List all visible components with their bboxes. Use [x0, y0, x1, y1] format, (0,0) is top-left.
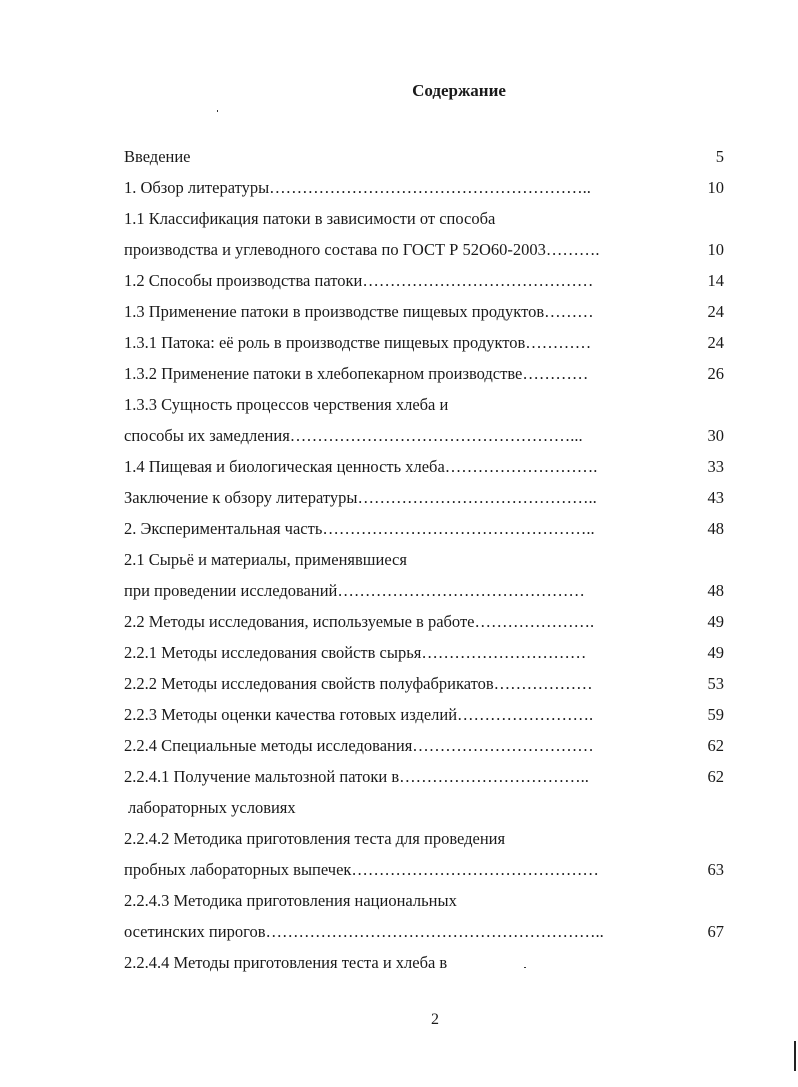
toc-entry-text: осетинских пирогов…………………………………………………….. — [124, 922, 604, 941]
toc-entry-page: 30 — [707, 426, 724, 445]
toc-entry — [124, 482, 724, 513]
toc-entry — [124, 637, 724, 668]
table-of-contents — [124, 141, 724, 978]
toc-entry — [124, 916, 724, 947]
toc-entry — [124, 699, 724, 730]
toc-entry-text: 2.2.3 Методы оценки качества готовых изделий……………………. — [124, 705, 594, 724]
toc-entry-text: 2.2.4.3 Методика приготовления национальных — [124, 891, 457, 910]
toc-entry — [124, 358, 724, 389]
toc-entry-page: 26 — [707, 364, 724, 383]
toc-entry-text: 2.2 Методы исследования, используемые в работе…………………. — [124, 612, 595, 631]
toc-entry — [124, 606, 724, 637]
toc-entry-text: 2.2.4 Специальные методы исследования…………………………… — [124, 736, 594, 755]
toc-entry — [124, 854, 724, 885]
toc-entry-text: 1.2 Способы производства патоки…………………………………… — [124, 271, 594, 290]
toc-entry-text: способы их замедления……………………………………………... — [124, 426, 583, 445]
toc-entry-text: 2.2.4.1 Получение мальтозной патоки в…………………………….. — [124, 767, 589, 786]
toc-entry-page: 67 — [707, 922, 724, 941]
toc-entry-text: Заключение к обзору литературы…………………………………….. — [124, 488, 597, 507]
toc-entry-page: 10 — [707, 240, 724, 259]
toc-entry-page: 43 — [707, 488, 724, 507]
toc-entry — [124, 885, 724, 916]
toc-entry-text: 2.1 Сырьё и материалы, применявшиеся — [124, 550, 407, 569]
toc-entry-page: 10 — [707, 178, 724, 197]
toc-entry-text: при проведении исследований……………………………………… — [124, 581, 585, 600]
toc-entry — [124, 792, 724, 823]
toc-entry-text: 2.2.1 Методы исследования свойств сырья………………………… — [124, 643, 587, 662]
toc-entry-text: производства и углеводного состава по ГОСТ Р 52О60-2003………. — [124, 240, 600, 259]
toc-entry — [124, 575, 724, 606]
toc-entry — [124, 172, 724, 203]
toc-entry — [124, 947, 724, 978]
page-number: 2 — [431, 1011, 439, 1028]
toc-entry — [124, 823, 724, 854]
toc-entry — [124, 420, 724, 451]
scan-speck — [524, 967, 526, 968]
scan-speck — [217, 110, 218, 112]
toc-entry-page: 48 — [707, 519, 724, 538]
toc-entry — [124, 451, 724, 482]
toc-entry-text: 1.3 Применение патоки в производстве пищевых продуктов……… — [124, 302, 594, 321]
toc-entry-page: 59 — [707, 705, 724, 724]
toc-entry-text: 1.3.1 Патока: её роль в производстве пищевых продуктов………… — [124, 333, 592, 352]
toc-entry-page: 49 — [707, 612, 724, 631]
toc-entry-text: 2.2.2 Методы исследования свойств полуфабрикатов……………… — [124, 674, 593, 693]
toc-entry-text: пробных лабораторных выпечек……………………………………… — [124, 860, 599, 879]
toc-entry-page: 24 — [707, 333, 724, 352]
toc-entry-page: 63 — [707, 860, 724, 879]
page-title: Содержание — [412, 81, 506, 100]
toc-entry-text: 2.2.4.4 Методы приготовления теста и хлеба в — [124, 953, 448, 972]
toc-entry-text: 1.3.2 Применение патоки в хлебопекарном производстве………… — [124, 364, 589, 383]
toc-entry-page: 62 — [707, 736, 724, 755]
toc-entry-text: 1.4 Пищевая и биологическая ценность хлеба………………………. — [124, 457, 598, 476]
toc-entry — [124, 513, 724, 544]
scan-edge-mark — [794, 1041, 796, 1071]
toc-entry — [124, 234, 724, 265]
toc-entry-page: 62 — [707, 767, 724, 786]
toc-entry-text: 2.2.4.2 Методика приготовления теста для проведения — [124, 829, 506, 848]
toc-entry — [124, 327, 724, 358]
toc-entry-page: 49 — [707, 643, 724, 662]
toc-entry-text: 1.1 Классификация патоки в зависимости от способа — [124, 209, 496, 228]
toc-entry-text: Введение — [124, 147, 191, 166]
toc-entry-page: 14 — [707, 271, 724, 290]
toc-entry-page: 33 — [707, 457, 724, 476]
toc-entry — [124, 544, 724, 575]
toc-entry — [124, 389, 724, 420]
toc-entry-page: 5 — [715, 147, 724, 166]
toc-entry-text: 1. Обзор литературы………………………………………………….. — [124, 178, 591, 197]
toc-entry — [124, 668, 724, 699]
toc-entry — [124, 203, 724, 234]
toc-entry — [124, 730, 724, 761]
toc-entry-page: 53 — [707, 674, 724, 693]
toc-entry-page: 48 — [707, 581, 724, 600]
toc-entry — [124, 141, 724, 172]
toc-entry-text: 2. Экспериментальная часть………………………………………….. — [124, 519, 595, 538]
toc-entry-text: 1.3.3 Сущность процессов черствения хлеба и — [124, 395, 449, 414]
toc-entry-page: 24 — [707, 302, 724, 321]
toc-entry — [124, 265, 724, 296]
toc-entry — [124, 296, 724, 327]
toc-entry-text: лабораторных условиях — [128, 798, 296, 817]
toc-entry — [124, 761, 724, 792]
